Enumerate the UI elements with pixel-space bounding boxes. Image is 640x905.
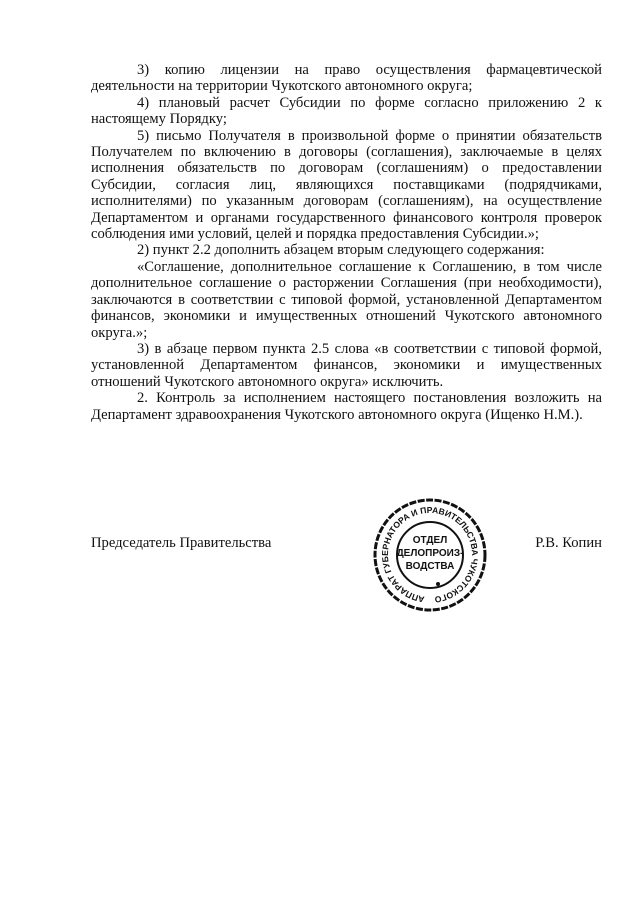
paragraph-item-2-2: 2) пункт 2.2 дополнить абзацем вторым следующего содержания: bbox=[137, 242, 545, 259]
signatory-name: Р.В. Копин bbox=[535, 535, 602, 551]
paragraph-recipient-letter: 5) письмо Получателя в произвольной форме о принятии обязательств Получателем по включению в договоры (соглашения), заключаемые в целях исполнения обязательств по договорам (соглашениям) о предоставлении Субсидии, согласия лиц, являющихся поставщиками (подрядчиками, исполнителями) по указанным договорам (соглашениям), на осуществление Департаментом и органами государственного финансового контроля проверок соблюдения ими условий, целей и порядка предоставления Субсидии.»; bbox=[91, 127, 602, 243]
stamp-ring-text: АППАРАТ ГУБЕРНАТОРА И ПРАВИТЕЛЬСТВА ЧУКОТСКОГО bbox=[379, 504, 481, 605]
stamp-center-line-3: ВОДСТВА bbox=[405, 561, 455, 572]
official-stamp bbox=[355, 494, 505, 612]
stamp-center-line-1: ОТДЕЛ bbox=[412, 535, 448, 546]
stamp-center-line-2: ДЕЛОПРОИЗ- bbox=[396, 548, 464, 559]
paragraph-subsidy-calculation: 4) плановый расчет Субсидии по форме согласно приложению 2 к настоящему Порядку; bbox=[91, 94, 602, 128]
stamp-star-mark bbox=[436, 582, 440, 586]
stamp-graphic bbox=[355, 494, 505, 612]
paragraph-agreement-quote: «Соглашение, дополнительное соглашение к Соглашению, в том числе дополнительное соглашение о расторжении Соглашения (при необходимости), заключаются в соответствии с типовой формой, установленной Департаментом финансов, экономики и имущественных отношений Чукотского автономного округа.»; bbox=[91, 258, 602, 341]
signatory-position: Председатель Правительства bbox=[91, 535, 272, 551]
paragraph-control: 2. Контроль за исполнением настоящего постановления возложить на Департамент здравоохранения Чукотского автономного округа (Ищенко Н.М.). bbox=[91, 390, 602, 423]
paragraph-license-copy: 3) копию лицензии на право осуществления фармацевтической деятельности на территории Чукотского автономного округа; bbox=[91, 62, 602, 95]
paragraph-item-2-5: 3) в абзаце первом пункта 2.5 слова «в соответствии с типовой формой, установленной Департаментом финансов, экономики и имущественных отношений Чукотского автономного округа» исключить. bbox=[91, 340, 602, 390]
document-body bbox=[91, 62, 602, 423]
